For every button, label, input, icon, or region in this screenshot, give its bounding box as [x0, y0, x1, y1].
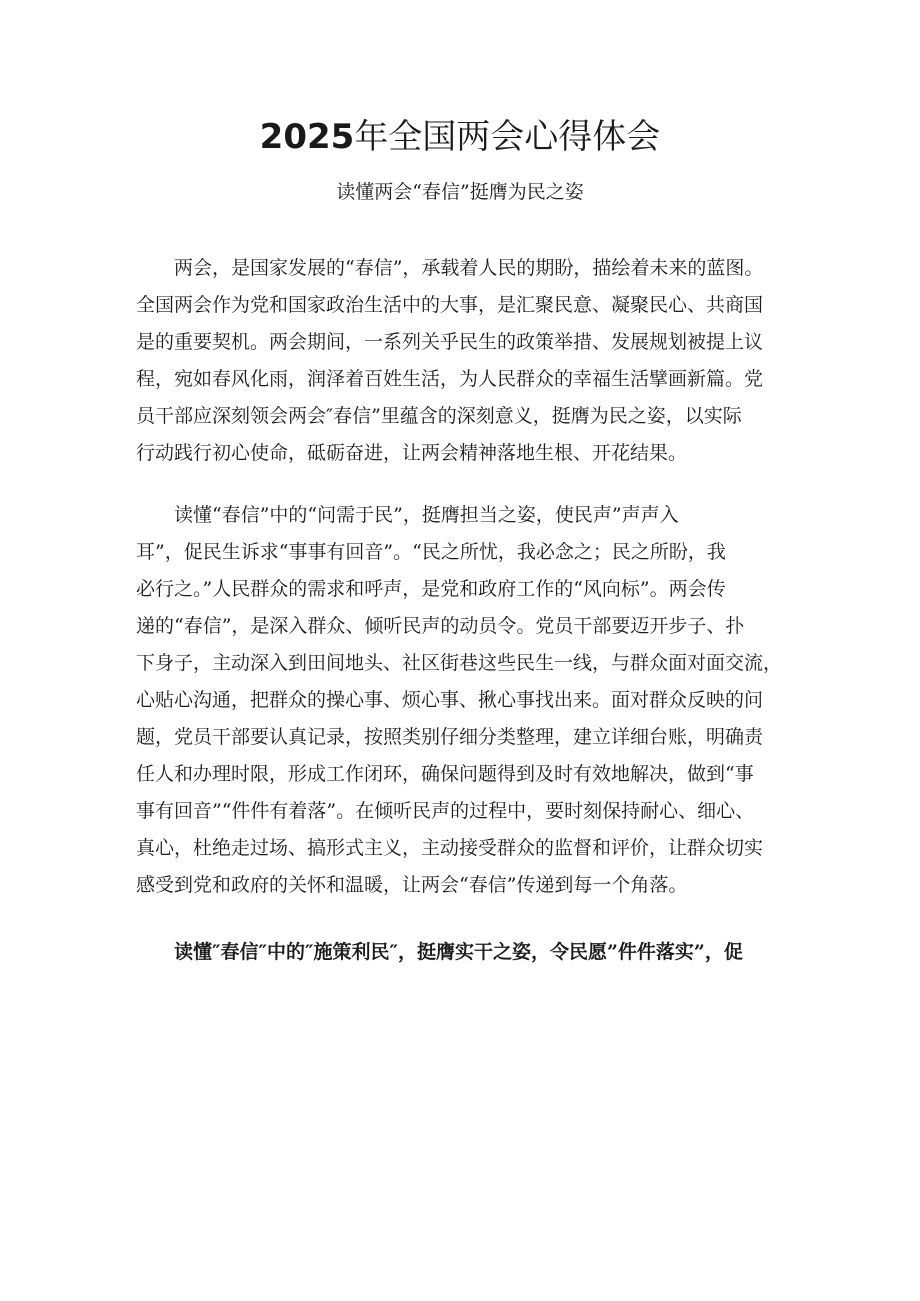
paragraph-line: 真心，杜绝走过场、搞形式主义，主动接受群众的监督和评价，让群众切实	[136, 837, 764, 859]
title-year: 2025	[259, 117, 355, 157]
paragraph-line: 递的“春信”，是深入群众、倾听民声的动员令。党员干部要迈开步子、扑	[136, 615, 745, 637]
document-subtitle: 读懂两会“春信”挺膺为民之姿	[336, 181, 584, 203]
paragraph-line: 读懂″春信″中的″施策利民″，挺膺实干之姿，令民愿”件件落实”，促	[174, 941, 743, 963]
paragraph-intro	[136, 250, 796, 472]
paragraph-line: 两会，是国家发展的“春信”，承载着人民的期盼，描绘着未来的蓝图。	[174, 257, 764, 279]
paragraph-line: 程，宛如春风化雨，润泽着百姓生活，为人民群众的幸福生活擘画新篇。党	[136, 368, 764, 390]
paragraph-line: 必行之。”人民群众的需求和呼声，是党和政府工作的“风向标”。两会传	[136, 578, 726, 600]
paragraph-line: 是的重要契机。两会期间，一系列关乎民生的政策举措、发展规划被提上议	[136, 331, 764, 353]
paragraph-line: 行动践行初心使命，砥砺奋进，让两会精神落地生根、开花结果。	[136, 442, 688, 464]
paragraph-line: 员干部应深刻领会两会″春信”里蕴含的深刻意义，挺膺为民之姿，以实际	[136, 405, 742, 427]
paragraph-line: 题，党员干部要认真记录，按照类别仔细分类整理，建立详细台账，明确责	[136, 726, 764, 748]
paragraph-line: 心贴心沟通，把群众的操心事、烦心事、揪心事找出来。面对群众反映的问	[136, 689, 764, 711]
paragraph-line: 耳”，促民生诉求“事事有回音”。“民之所忧，我必念之；民之所盼，我	[136, 541, 726, 563]
document-title	[0, 112, 920, 162]
paragraph-line: 事有回音”“件件有着落”。在倾听民声的过程中，要时刻保持耐心、细心、	[136, 800, 755, 822]
title-text: 年全国两会心得体会	[354, 117, 661, 157]
document-body	[136, 250, 796, 971]
paragraph-line: 读懂“春信”中的“问需于民”，挺膺担当之姿，使民声”声声入	[174, 504, 679, 526]
paragraph-listen-to-people	[136, 497, 796, 904]
paragraph-line: 感受到党和政府的关怀和温暖，让两会“春信”传递到每一个角落。	[136, 874, 688, 896]
paragraph-policy-heading	[136, 934, 796, 971]
paragraph-line: 任人和办理时限，形成工作闭环，确保问题得到及时有效地解决，做到“事	[136, 763, 754, 785]
paragraph-line: 全国两会作为党和国家政治生活中的大事，是汇聚民意、凝聚民心、共商国	[136, 294, 764, 316]
paragraph-line: 下身子，主动深入到田间地头、社区街巷这些民生一线，与群众面对面交流，	[136, 652, 783, 674]
